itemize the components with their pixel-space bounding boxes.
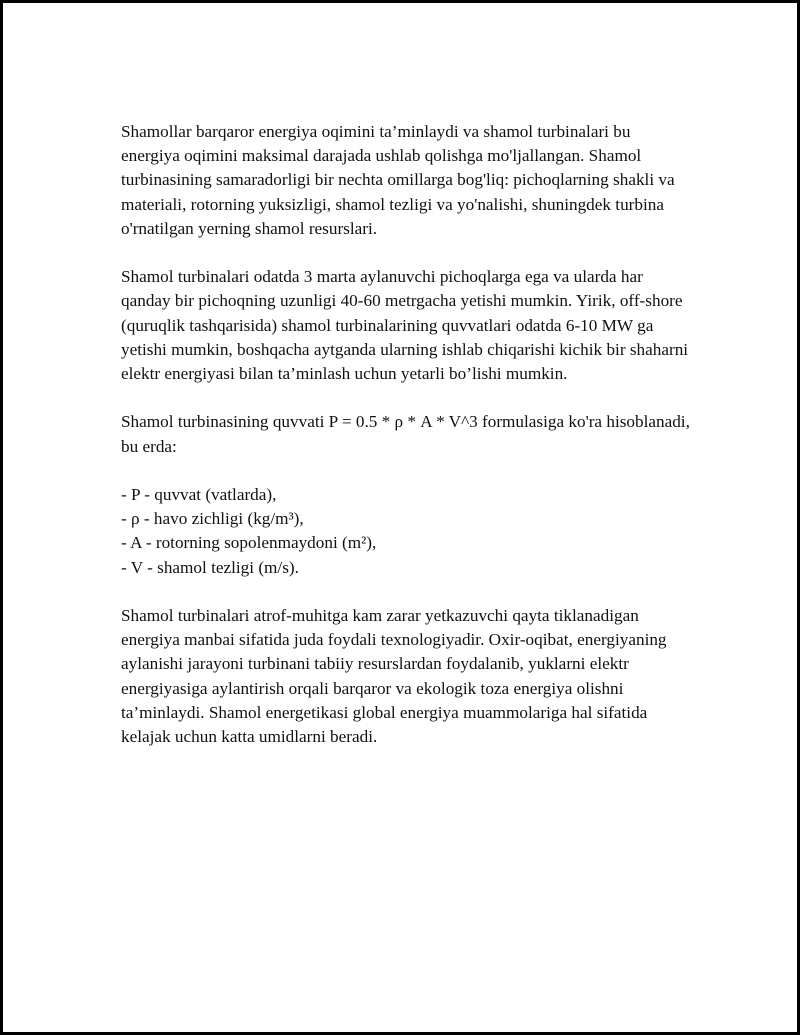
list-item: - V - shamol tezligi (m/s).: [121, 557, 299, 577]
paragraph-intro: Shamollar barqaror energiya oqimini ta’minlaydi va shamol turbinalari bu energiya oqimini maksimal darajada ushlab qolishga mo'ljallangan. Shamol turbinasining samaradorligi bir nechta omillarga bog'liq: pichoqlarning shakli va materiali, rotorning yuksizligi, shamol tezligi va yo'nalishi, shuningdek turbina o'rnatilgan yerning shamol resurslari.: [121, 122, 675, 238]
formula-variable-list: [121, 483, 691, 580]
paragraph-turbine-specs: Shamol turbinalari odatda 3 marta aylanuvchi pichoqlarga ega va ularda har qanday bir pichoqning uzunligi 40-60 metrgacha yetishi mumkin. Yirik, off-shore (quruqlik tashqarisida) shamol turbinalarining quvvatlari odatda 6-10 MW ga yetishi mumkin, boshqacha aytganda ularning ishlab chiqarishi kichik bir shaharni elektr energiyasi bilan ta’minlash uchun yetarli bo’lishi mumkin.: [121, 267, 689, 384]
list-item: - ρ - havo zichligi (kg/m³),: [121, 509, 304, 529]
paragraph-power-formula: Shamol turbinasining quvvati P = 0.5 * ρ * A * V^3 formulasiga ko'ra hisoblanadi, bu erda:: [121, 412, 690, 456]
document-body: [121, 120, 691, 773]
list-item: - P - quvvat (vatlarda),: [121, 485, 277, 504]
paragraph-conclusion: Shamol turbinalari atrof-muhitga kam zarar yetkazuvchi qayta tiklanadigan energiya manbai sifatida juda foydali texnologiyadir. Oxir-oqibat, energiyaning aylanishi jarayoni turbinani tabiiy resurslardan foydalanib, yuklarni elektr energiyasiga aylantirish orqali barqaror va ekologik toza energiya olishni ta’minlaydi. Shamol energetikasi global energiya muammolariga hal sifatida kelajak uchun katta umidlarni beradi.: [121, 606, 667, 747]
list-item: - A - rotorning sopolenmaydoni (m²),: [121, 533, 377, 553]
